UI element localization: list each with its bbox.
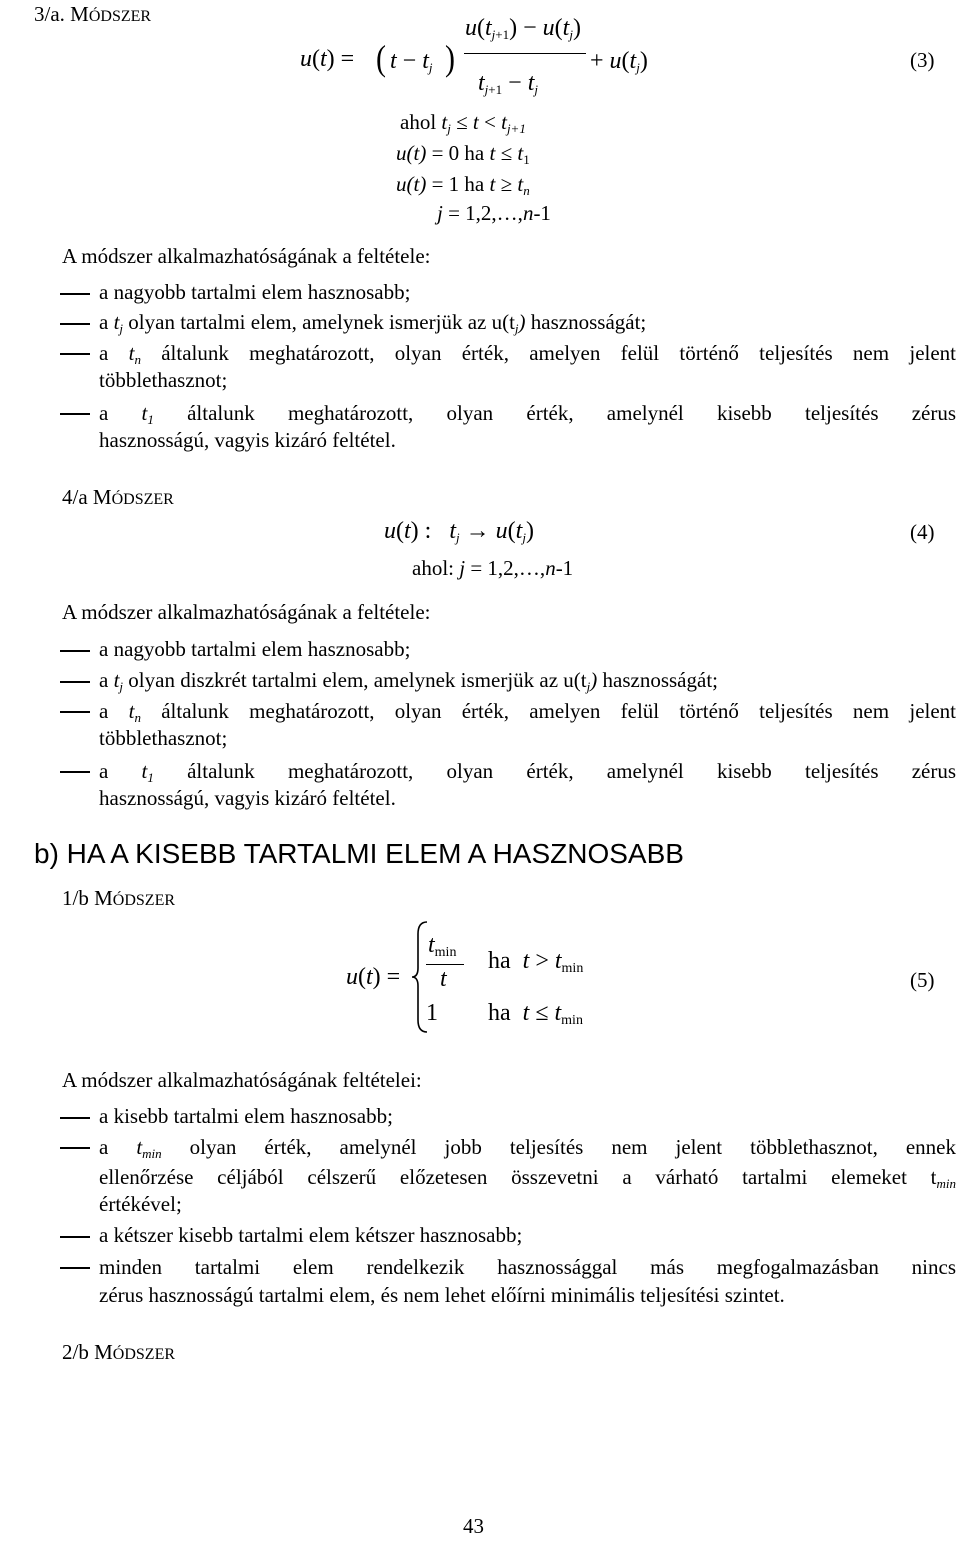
bullet-dash	[60, 323, 90, 325]
list-item-cont: zérus hasznosságú tartalmi elem, és nem lehet előírni minimális teljesítési szintet.	[99, 1283, 785, 1307]
list-item: a $t_n$ általunk meghatározott, olyan érték, amelyen felül történő teljesítés nem jelent	[99, 341, 957, 367]
section-1b-heading: 1/b MÓDSZER	[62, 886, 176, 910]
list-item: a kisebb tartalmi elem hasznosabb;	[99, 1104, 393, 1128]
list-item: minden tartalmi elem rendelkezik hasznossággal más megfogalmazásban nincs	[99, 1255, 956, 1279]
list-item: a nagyobb tartalmi elem hasznosabb;	[99, 280, 411, 304]
section-b-title: b) HA A KISEBB TARTALMI ELEM A HASZNOSABB	[34, 838, 684, 869]
list-item: a kétszer kisebb tartalmi elem kétszer hasznosabb;	[99, 1223, 523, 1247]
equation-number-5: (5)	[910, 968, 935, 992]
criteria-title-3a: A módszer alkalmazhatóságának a feltétele:	[62, 244, 431, 268]
section-3a-heading: 3/a. MÓDSZER	[34, 2, 152, 26]
list-item-cont: hasznosságú, vagyis kizáró feltétel.	[99, 428, 396, 452]
bullet-dash	[60, 650, 90, 652]
condition-1: ahol $t_j \le t < t_{j+1}$	[400, 110, 526, 136]
bullet-dash	[60, 681, 90, 683]
bullet-dash	[60, 293, 90, 295]
page-number: 43	[463, 1514, 484, 1538]
list-item: a nagyobb tartalmi elem hasznosabb;	[99, 637, 411, 661]
condition-2: u(t) = 0 ha $t \le t_1$	[396, 141, 530, 167]
list-item-cont: hasznosságú, vagyis kizáró feltétel.	[99, 786, 396, 810]
list-item: a $t_1$ általunk meghatározott, olyan érték, amelynél kisebb teljesítés zérus	[99, 401, 957, 427]
bullet-dash	[60, 1147, 90, 1149]
list-item: a $t_j$ olyan tartalmi elem, amelynek ismerjük az $u(t_j)$ hasznosságát;	[99, 310, 647, 336]
list-item: a $t_{min}$ olyan érték, amelynél jobb teljesítés nem jelent többlethasznot, ennek	[99, 1135, 956, 1161]
bullet-dash	[60, 771, 90, 773]
equation-4: u(t) : $t_j \to u(t_j)$	[384, 518, 534, 545]
criteria-title-4a: A módszer alkalmazhatóságának a feltétele:	[62, 600, 431, 624]
section-2b-heading: 2/b MÓDSZER	[62, 1340, 176, 1364]
section-4a-heading: 4/a MÓDSZER	[62, 485, 174, 509]
bullet-dash	[60, 1236, 90, 1238]
list-item: a $t_1$ általunk meghatározott, olyan érték, amelynél kisebb teljesítés zérus	[99, 759, 957, 785]
list-item-cont: többlethasznot;	[99, 726, 228, 750]
condition-4a: ahol: j = 1,2,…,n-1	[412, 556, 574, 580]
bullet-dash	[60, 711, 90, 713]
list-item-cont: értékével;	[99, 1192, 182, 1216]
bullet-dash	[60, 1117, 90, 1119]
equation-number-3: (3)	[910, 48, 935, 72]
condition-3: u(t) = 1 ha $t \ge t_n$	[396, 172, 530, 198]
criteria-title-b: A módszer alkalmazhatóságának feltételei:	[62, 1068, 422, 1092]
bullet-dash	[60, 413, 90, 415]
list-item: a $t_n$ általunk meghatározott, olyan érték, amelyen felül történő teljesítés nem jelent	[99, 699, 957, 725]
equation-number-4: (4)	[910, 520, 935, 544]
list-item-cont: ellenőrzése céljából célszerű előzetesen összevetni a várható tartalmi elemeket $t_{min}$	[99, 1165, 956, 1191]
bullet-dash	[60, 353, 90, 355]
list-item-cont: többlethasznot;	[99, 368, 228, 392]
bullet-dash	[60, 1267, 90, 1269]
condition-4: j = 1,2,…,n-1	[437, 201, 551, 225]
list-item: a $t_j$ olyan diszkrét tartalmi elem, amelynek ismerjük az $u(t_j)$ hasznosságát;	[99, 668, 718, 694]
